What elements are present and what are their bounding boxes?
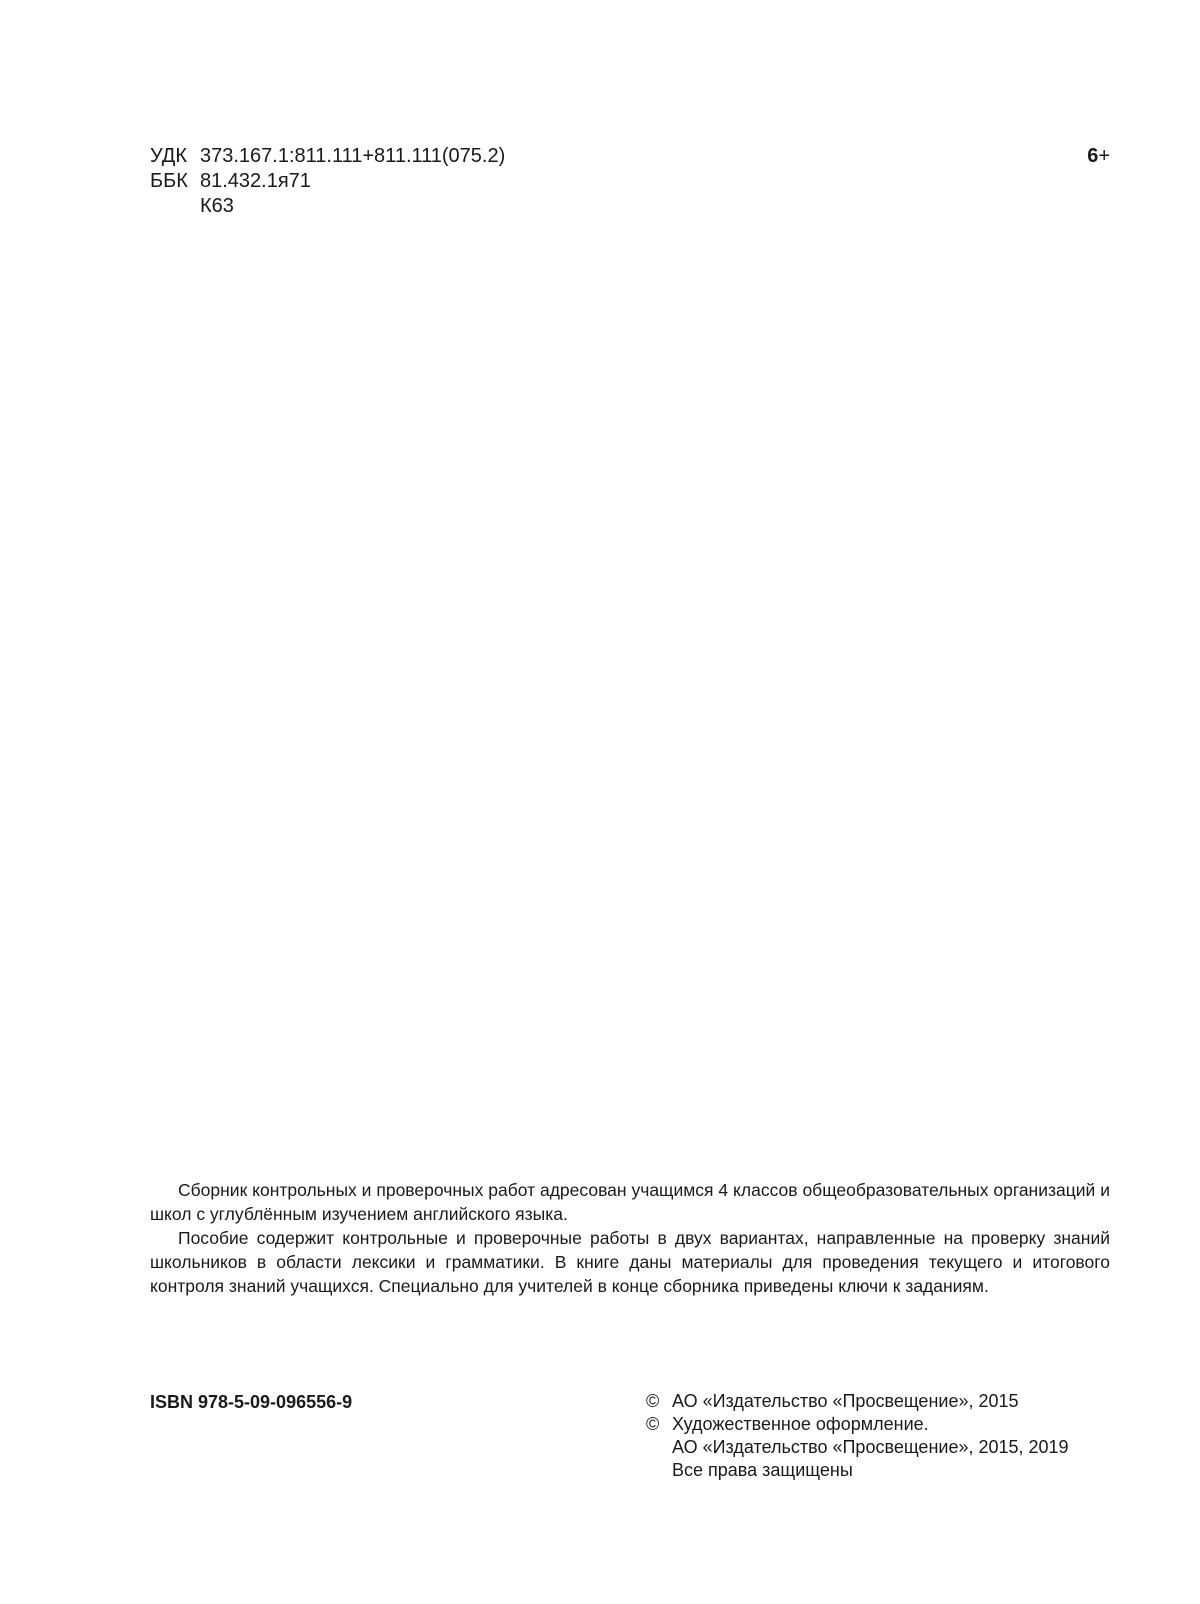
copyright-symbol: © bbox=[646, 1391, 660, 1411]
bbk-label: ББК bbox=[150, 170, 188, 192]
classification-header bbox=[150, 144, 1110, 219]
udk-value: 373.167.1:811.111+811.111(075.2) bbox=[200, 145, 506, 167]
age-rating-badge bbox=[1087, 144, 1110, 169]
bbk-value: 81.432.1я71 bbox=[200, 170, 311, 192]
isbn: ISBN 978-5-09-096556-9 bbox=[150, 1392, 353, 1412]
annotation-paragraph: Сборник контрольных и проверочных работ адресован учащимся 4 классов общеобразовательных организаций и школ с углублённым изучением английского языка. bbox=[150, 1180, 1110, 1224]
copyright-text: Художественное оформление. bbox=[672, 1414, 929, 1434]
copyright-text: АО «Издательство «Просвещение», 2015 bbox=[672, 1391, 1019, 1411]
copyright-block bbox=[646, 1390, 1116, 1482]
rights-reserved: Все права защищены bbox=[672, 1460, 853, 1480]
author-mark: К63 bbox=[200, 195, 234, 217]
copyright-line bbox=[646, 1413, 1116, 1436]
copyright-symbol: © bbox=[646, 1414, 660, 1434]
annotation bbox=[150, 1178, 1110, 1298]
age-rating-plus: + bbox=[1098, 145, 1110, 167]
copyright-text: АО «Издательство «Просвещение», 2015, 2019 bbox=[672, 1437, 1069, 1457]
udk-label: УДК bbox=[150, 145, 188, 167]
udk-row bbox=[150, 144, 1110, 169]
annotation-paragraph: Пособие содержит контрольные и проверочные работы в двух вариантах, направленные на проверку знаний школьников в области лексики и грамматики. В книге даны материалы для проведения текущего и итогового контроля знаний учащихся. Специально для учителей в конце сборника приведены ключи к заданиям. bbox=[150, 1228, 1110, 1296]
copyright-line bbox=[646, 1390, 1116, 1413]
bbk-row bbox=[150, 169, 1110, 194]
age-rating-number: 6 bbox=[1087, 145, 1099, 167]
